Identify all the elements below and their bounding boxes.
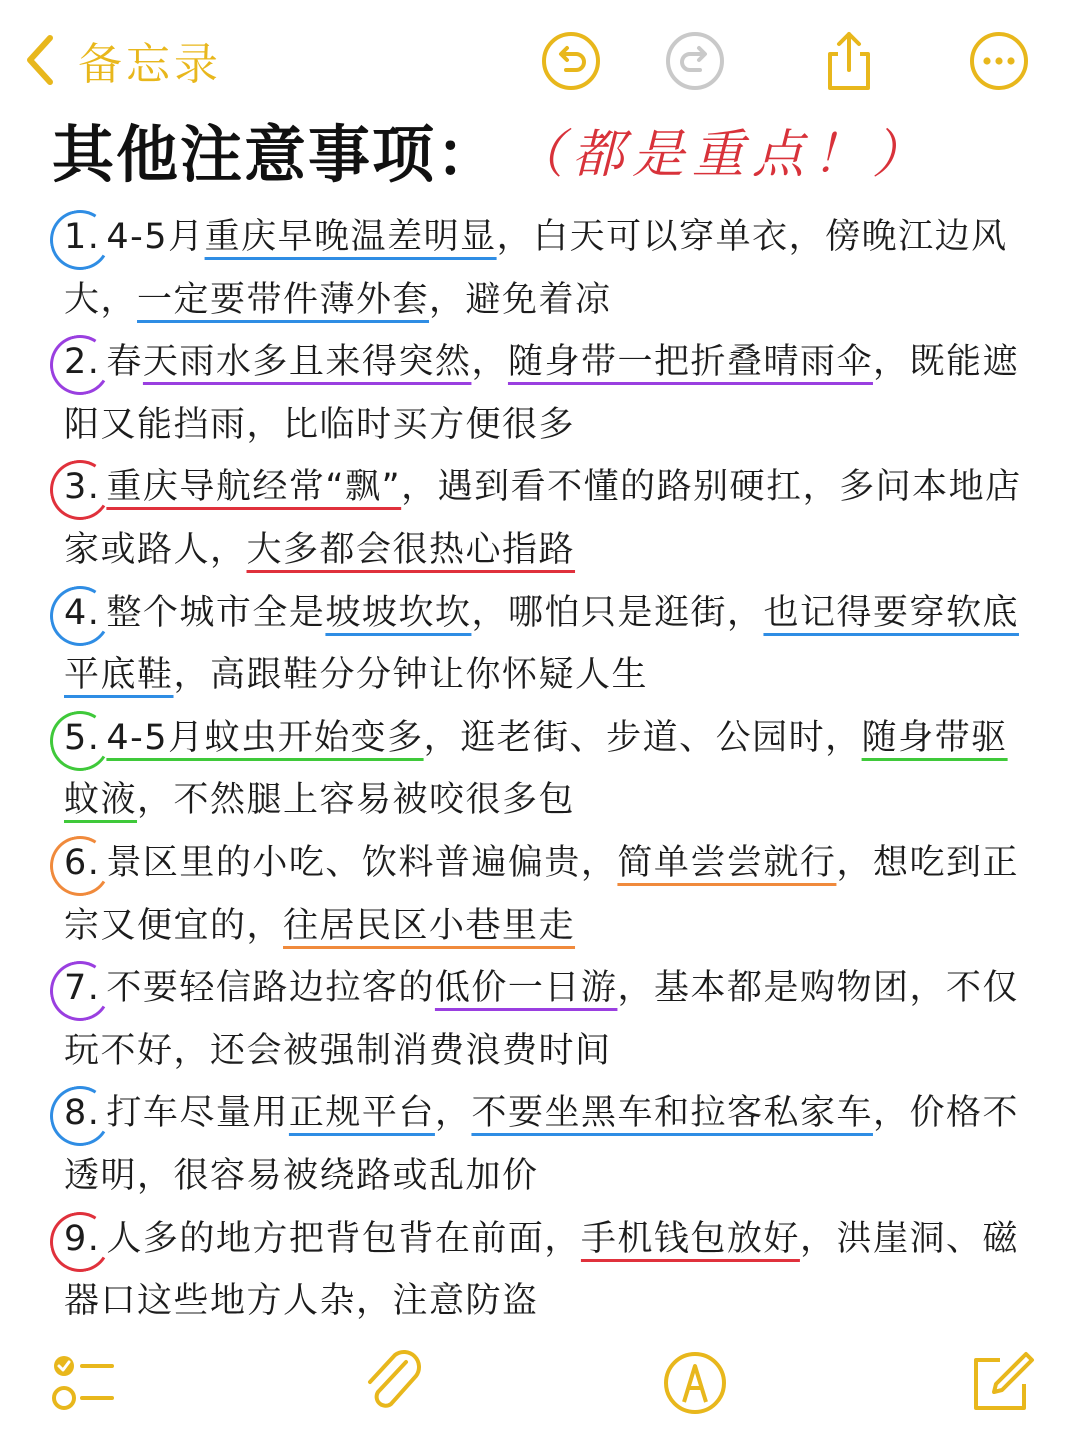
note-text: 整个城市全是 [106,592,326,633]
note-text: ，遇到看不懂的路别硬扛，多问本地店家或路人， [64,467,1022,570]
undo-icon [540,30,602,92]
back-button[interactable] [20,28,222,92]
highlighted-text: 随身带一把折叠晴雨伞 [507,342,873,383]
note-text: 人多的地方把背包背在前面， [106,1218,581,1259]
note-text: ，逛老街、步道、公园时， [423,717,862,758]
note-text: ，价格不透明，很容易被绕路或乱加价 [64,1093,1019,1196]
share-icon [818,30,880,92]
highlighted-text: 一定要带件薄外套 [137,279,430,320]
note-item [64,1082,1024,1207]
note-item [64,707,1024,832]
note-text: ，哪怕只是逛街， [471,592,764,633]
note-item [64,832,1024,957]
highlighted-text: 简单尝尝就行 [617,842,837,883]
highlighted-text: 正规平台 [288,1093,435,1134]
note-text: ，既能遮阳又能挡雨，比临时买方便很多 [64,342,1019,445]
note-item [64,957,1024,1082]
title-handwritten-note: （都是重点！） [512,124,933,185]
checklist-icon [48,1348,118,1418]
note-number: 9. [64,1208,100,1271]
attachment-button[interactable] [358,1348,428,1418]
highlighted-text: 天雨水多且来得突然 [142,342,472,383]
share-button[interactable] [818,30,880,92]
highlighted-text: 往居民区小巷里走 [283,905,576,946]
note-number: 7. [64,957,100,1020]
note-number: 1. [64,206,100,269]
back-label: 备忘录 [78,39,222,90]
highlighted-text: 不要坐黑车和拉客私家车 [471,1093,873,1134]
highlighted-text: 也记得要穿软底平底鞋 [64,592,1019,696]
note-number: 8. [64,1082,100,1145]
highlighted-text: 随身带驱蚊液 [64,717,1008,821]
highlighted-text: 重庆导航经常“飘” [106,467,402,508]
highlighted-text: 低价一日游 [434,968,618,1009]
note-text: 4-5月 [106,217,205,257]
note-text: 春 [106,342,143,383]
note-text: ，高跟鞋分分钟让你怀疑人生 [173,655,649,696]
note-text: ，不然腿上容易被咬很多包 [137,780,576,821]
note-text: ， [471,342,508,383]
note-text: ，白天可以穿单衣，傍晚江边风大， [64,217,1008,320]
compose-icon [966,1348,1036,1418]
highlighted-text: 4-5月蚊虫开始变多 [106,717,424,758]
note-text: ，想吃到正宗又便宜的， [64,842,1019,946]
highlighted-text: 手机钱包放好 [580,1218,800,1259]
checklist-button[interactable] [48,1348,118,1418]
note-text: 景区里的小吃、饮料普遍偏贵， [106,842,618,883]
markup-pen-icon [660,1348,730,1418]
note-number: 5. [64,707,100,770]
navigation-bar [0,0,1080,110]
note-body[interactable] [64,206,1024,1333]
note-text: 打车尽量用 [106,1093,289,1134]
undo-button[interactable] [540,30,602,92]
redo-button[interactable] [664,30,726,92]
note-item [64,331,1024,456]
note-item [64,456,1024,581]
note-text: ， [434,1093,472,1134]
note-number: 4. [64,582,100,645]
note-item [64,1208,1024,1333]
markup-button[interactable] [660,1348,730,1418]
note-item [64,582,1024,707]
note-title [52,104,932,194]
note-number: 2. [64,331,100,394]
note-number: 3. [64,456,100,519]
paperclip-icon [358,1348,428,1418]
highlighted-text: 重庆早晚温差明显 [204,217,497,257]
title-main: 其他注意事项： [52,117,501,191]
redo-icon [664,30,726,92]
note-text: ，基本都是购物团，不仅玩不好，还会被强制消费浪费时间 [64,968,1019,1071]
chevron-left-icon [20,30,60,90]
note-text: 不要轻信路边拉客的 [106,968,435,1009]
highlighted-text: 大多都会很热心指路 [246,529,576,570]
more-icon [968,30,1030,92]
more-button[interactable] [968,30,1030,92]
note-number: 6. [64,832,100,895]
note-item [64,206,1024,331]
compose-button[interactable] [966,1348,1036,1418]
note-text: ，洪崖洞、磁器口这些地方人杂，注意防盗 [64,1218,1019,1322]
note-text: ，避免着凉 [429,279,612,320]
highlighted-text: 坡坡坎坎 [325,592,472,633]
